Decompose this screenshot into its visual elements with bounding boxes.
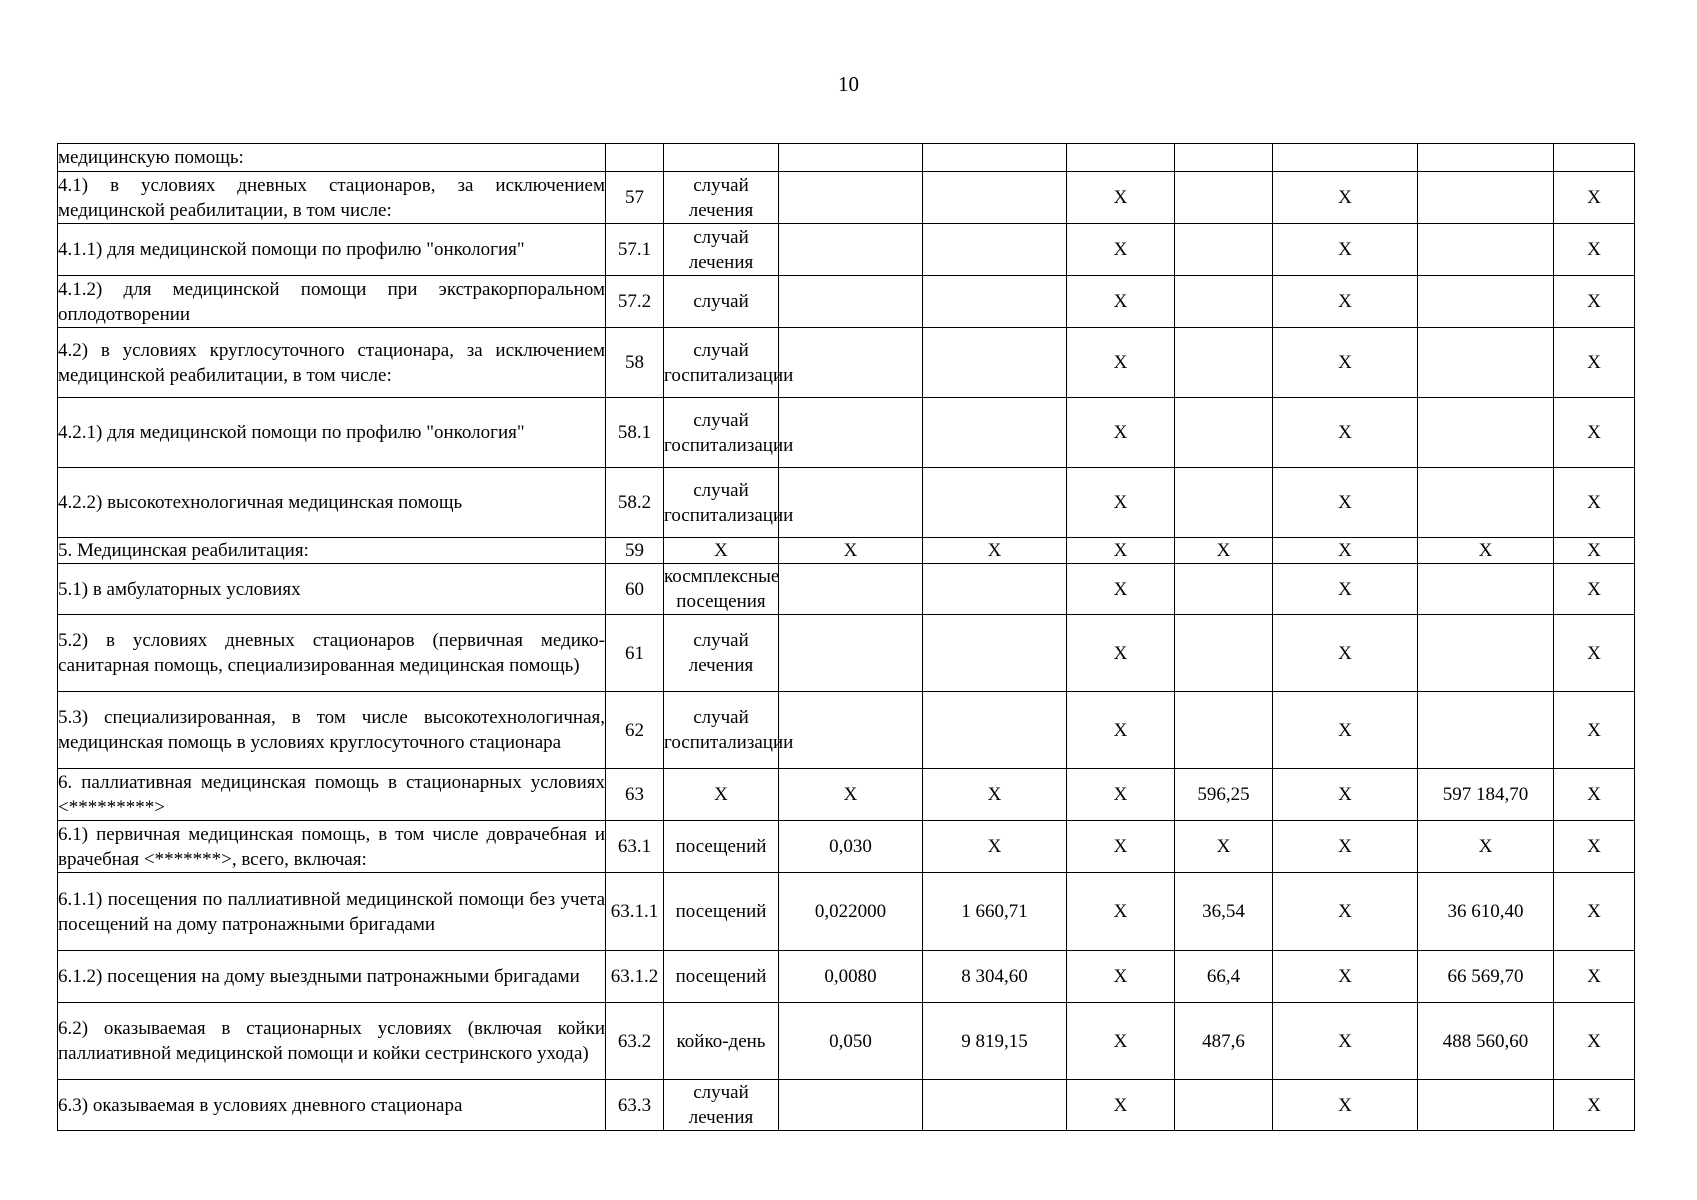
value-cell: Х (1554, 468, 1635, 538)
value-cell (779, 468, 923, 538)
value-cell: Х (1273, 821, 1418, 873)
funding-table (57, 143, 1635, 1131)
value-cell (779, 328, 923, 398)
value-cell: Х (1273, 1003, 1418, 1080)
value-cell: Х (923, 769, 1067, 821)
value-cell: Х (1554, 328, 1635, 398)
value-cell (1418, 224, 1554, 276)
value-cell (923, 1080, 1067, 1131)
row-name-cell: 5.3) специализированная, в том числе высокотехнологичная, медицинская помощь в условиях круглосуточного стационара (58, 692, 606, 769)
value-cell: Х (923, 538, 1067, 564)
table-row (58, 468, 1635, 538)
value-cell: 487,6 (1175, 1003, 1273, 1080)
value-cell: Х (1554, 769, 1635, 821)
row-number-cell: 62 (606, 692, 664, 769)
row-name-cell: 4.1) в условиях дневных стационаров, за исключением медицинской реабилитации, в том числе: (58, 172, 606, 224)
value-cell: 0,050 (779, 1003, 923, 1080)
row-number-cell: 59 (606, 538, 664, 564)
value-cell: Х (1067, 224, 1175, 276)
value-cell: 66,4 (1175, 951, 1273, 1003)
value-cell (1418, 276, 1554, 328)
row-name-cell: 6.1.2) посещения на дому выездными патронажными бригадами (58, 951, 606, 1003)
value-cell (1175, 615, 1273, 692)
value-cell: 9 819,15 (923, 1003, 1067, 1080)
value-cell: Х (1273, 276, 1418, 328)
row-name-cell: 4.2.2) высокотехнологичная медицинская помощь (58, 468, 606, 538)
unit-cell: Х (664, 769, 779, 821)
value-cell: Х (1067, 328, 1175, 398)
value-cell: Х (1554, 1080, 1635, 1131)
value-cell (923, 692, 1067, 769)
value-cell: Х (1067, 1080, 1175, 1131)
table-row (58, 821, 1635, 873)
value-cell: Х (1554, 1003, 1635, 1080)
row-number-cell: 58.2 (606, 468, 664, 538)
row-name-cell: 6. паллиативная медицинская помощь в стационарных условиях <*********> (58, 769, 606, 821)
table-row (58, 615, 1635, 692)
row-number-cell: 61 (606, 615, 664, 692)
unit-cell: случай госпитализации (664, 398, 779, 468)
value-cell (1175, 224, 1273, 276)
row-number-cell: 63.1 (606, 821, 664, 873)
unit-cell: космплексные посещения (664, 564, 779, 615)
table-row (58, 224, 1635, 276)
row-number-cell: 57.2 (606, 276, 664, 328)
value-cell (1554, 144, 1635, 172)
row-number-cell: 60 (606, 564, 664, 615)
table-row (58, 1003, 1635, 1080)
value-cell (779, 276, 923, 328)
value-cell: Х (1554, 873, 1635, 951)
unit-cell: посещений (664, 821, 779, 873)
table-row (58, 328, 1635, 398)
unit-cell: посещений (664, 951, 779, 1003)
value-cell: Х (1273, 692, 1418, 769)
unit-cell: случай лечения (664, 1080, 779, 1131)
row-name-cell: 6.2) оказываемая в стационарных условиях (включая койки паллиативной медицинской помощи и койки сестринского ухода) (58, 1003, 606, 1080)
value-cell (1418, 564, 1554, 615)
value-cell: Х (1067, 769, 1175, 821)
row-number-cell: 58.1 (606, 398, 664, 468)
value-cell (1418, 328, 1554, 398)
table-row (58, 538, 1635, 564)
value-cell: Х (1273, 1080, 1418, 1131)
row-name-cell: 5. Медицинская реабилитация: (58, 538, 606, 564)
row-name-cell: 5.1) в амбулаторных условиях (58, 564, 606, 615)
unit-cell: случай лечения (664, 172, 779, 224)
value-cell: Х (1273, 538, 1418, 564)
value-cell (923, 276, 1067, 328)
row-number-cell: 63.3 (606, 1080, 664, 1131)
value-cell: Х (1554, 224, 1635, 276)
value-cell: Х (1554, 538, 1635, 564)
value-cell: Х (1067, 873, 1175, 951)
unit-cell: случай госпитализации (664, 692, 779, 769)
table-row (58, 951, 1635, 1003)
value-cell: Х (1273, 873, 1418, 951)
value-cell: Х (1067, 538, 1175, 564)
value-cell: Х (1554, 172, 1635, 224)
row-name-cell: медицинскую помощь: (58, 144, 606, 172)
value-cell: 488 560,60 (1418, 1003, 1554, 1080)
value-cell: Х (1554, 821, 1635, 873)
unit-cell: Х (664, 538, 779, 564)
value-cell (779, 398, 923, 468)
value-cell: Х (1554, 615, 1635, 692)
value-cell (1175, 276, 1273, 328)
table-row (58, 564, 1635, 615)
value-cell (1418, 398, 1554, 468)
table-row (58, 276, 1635, 328)
value-cell (779, 224, 923, 276)
value-cell: Х (1273, 564, 1418, 615)
row-name-cell: 5.2) в условиях дневных стационаров (первичная медико-санитарная помощь, специализированная медицинская помощь) (58, 615, 606, 692)
row-name-cell: 4.2) в условиях круглосуточного стационара, за исключением медицинской реабилитации, в том числе: (58, 328, 606, 398)
value-cell (1175, 144, 1273, 172)
unit-cell: случай госпитализации (664, 468, 779, 538)
value-cell (923, 398, 1067, 468)
unit-cell: койко-день (664, 1003, 779, 1080)
value-cell (1175, 468, 1273, 538)
value-cell: Х (1554, 564, 1635, 615)
value-cell: Х (1554, 692, 1635, 769)
table-row (58, 144, 1635, 172)
value-cell: Х (779, 769, 923, 821)
table-row (58, 172, 1635, 224)
value-cell: Х (1067, 276, 1175, 328)
table-row (58, 873, 1635, 951)
value-cell: Х (1067, 398, 1175, 468)
value-cell (779, 144, 923, 172)
value-cell: Х (1554, 951, 1635, 1003)
value-cell: Х (1175, 821, 1273, 873)
value-cell (1067, 144, 1175, 172)
value-cell: Х (1554, 398, 1635, 468)
value-cell (779, 172, 923, 224)
value-cell (779, 564, 923, 615)
value-cell: 0,030 (779, 821, 923, 873)
value-cell: Х (1067, 692, 1175, 769)
value-cell (1418, 692, 1554, 769)
value-cell (1273, 144, 1418, 172)
value-cell (1418, 172, 1554, 224)
value-cell (1418, 1080, 1554, 1131)
row-name-cell: 6.1) первичная медицинская помощь, в том числе доврачебная и врачебная <*******>, всего, включая: (58, 821, 606, 873)
value-cell: Х (1273, 328, 1418, 398)
row-number-cell: 57 (606, 172, 664, 224)
value-cell (923, 468, 1067, 538)
value-cell (923, 615, 1067, 692)
table-row (58, 769, 1635, 821)
value-cell: Х (779, 538, 923, 564)
value-cell (1175, 398, 1273, 468)
unit-cell: случай госпитализации (664, 328, 779, 398)
value-cell: 36,54 (1175, 873, 1273, 951)
value-cell (1175, 692, 1273, 769)
value-cell: Х (1273, 172, 1418, 224)
value-cell (1418, 144, 1554, 172)
value-cell: 0,022000 (779, 873, 923, 951)
value-cell: 597 184,70 (1418, 769, 1554, 821)
row-name-cell: 6.3) оказываемая в условиях дневного стационара (58, 1080, 606, 1131)
value-cell: 0,0080 (779, 951, 923, 1003)
table-row (58, 1080, 1635, 1131)
value-cell: 596,25 (1175, 769, 1273, 821)
value-cell (923, 172, 1067, 224)
value-cell: Х (1273, 398, 1418, 468)
value-cell: Х (923, 821, 1067, 873)
value-cell (923, 144, 1067, 172)
value-cell: Х (1418, 538, 1554, 564)
value-cell: Х (1273, 615, 1418, 692)
row-number-cell: 63.1.1 (606, 873, 664, 951)
value-cell (1175, 1080, 1273, 1131)
value-cell (1418, 468, 1554, 538)
value-cell (779, 692, 923, 769)
value-cell (1175, 564, 1273, 615)
unit-cell: случай (664, 276, 779, 328)
row-number-cell: 63 (606, 769, 664, 821)
value-cell (779, 1080, 923, 1131)
unit-cell: случай лечения (664, 224, 779, 276)
value-cell: Х (1273, 951, 1418, 1003)
value-cell: Х (1175, 538, 1273, 564)
value-cell: Х (1067, 821, 1175, 873)
value-cell: Х (1418, 821, 1554, 873)
value-cell: 8 304,60 (923, 951, 1067, 1003)
value-cell: Х (1273, 769, 1418, 821)
row-name-cell: 4.1.2) для медицинской помощи при экстракорпоральном оплодотворении (58, 276, 606, 328)
value-cell (1175, 172, 1273, 224)
row-name-cell: 6.1.1) посещения по паллиативной медицинской помощи без учета посещений на дому патронажными бригадами (58, 873, 606, 951)
unit-cell: случай лечения (664, 615, 779, 692)
value-cell: 36 610,40 (1418, 873, 1554, 951)
value-cell: Х (1067, 564, 1175, 615)
value-cell: Х (1067, 1003, 1175, 1080)
unit-cell: посещений (664, 873, 779, 951)
value-cell: 1 660,71 (923, 873, 1067, 951)
value-cell (779, 615, 923, 692)
row-number-cell (606, 144, 664, 172)
row-name-cell: 4.1.1) для медицинской помощи по профилю "онкология" (58, 224, 606, 276)
value-cell: Х (1554, 276, 1635, 328)
value-cell: Х (1067, 951, 1175, 1003)
row-number-cell: 57.1 (606, 224, 664, 276)
value-cell: Х (1273, 224, 1418, 276)
value-cell: Х (1067, 615, 1175, 692)
value-cell (923, 328, 1067, 398)
value-cell (923, 564, 1067, 615)
value-cell (1175, 328, 1273, 398)
value-cell: 66 569,70 (1418, 951, 1554, 1003)
value-cell (923, 224, 1067, 276)
row-number-cell: 58 (606, 328, 664, 398)
table-row (58, 692, 1635, 769)
row-number-cell: 63.2 (606, 1003, 664, 1080)
table-row (58, 398, 1635, 468)
unit-cell (664, 144, 779, 172)
value-cell: Х (1273, 468, 1418, 538)
value-cell: Х (1067, 172, 1175, 224)
value-cell (1418, 615, 1554, 692)
row-name-cell: 4.2.1) для медицинской помощи по профилю "онкология" (58, 398, 606, 468)
row-number-cell: 63.1.2 (606, 951, 664, 1003)
page-number: 10 (838, 72, 859, 96)
value-cell: Х (1067, 468, 1175, 538)
